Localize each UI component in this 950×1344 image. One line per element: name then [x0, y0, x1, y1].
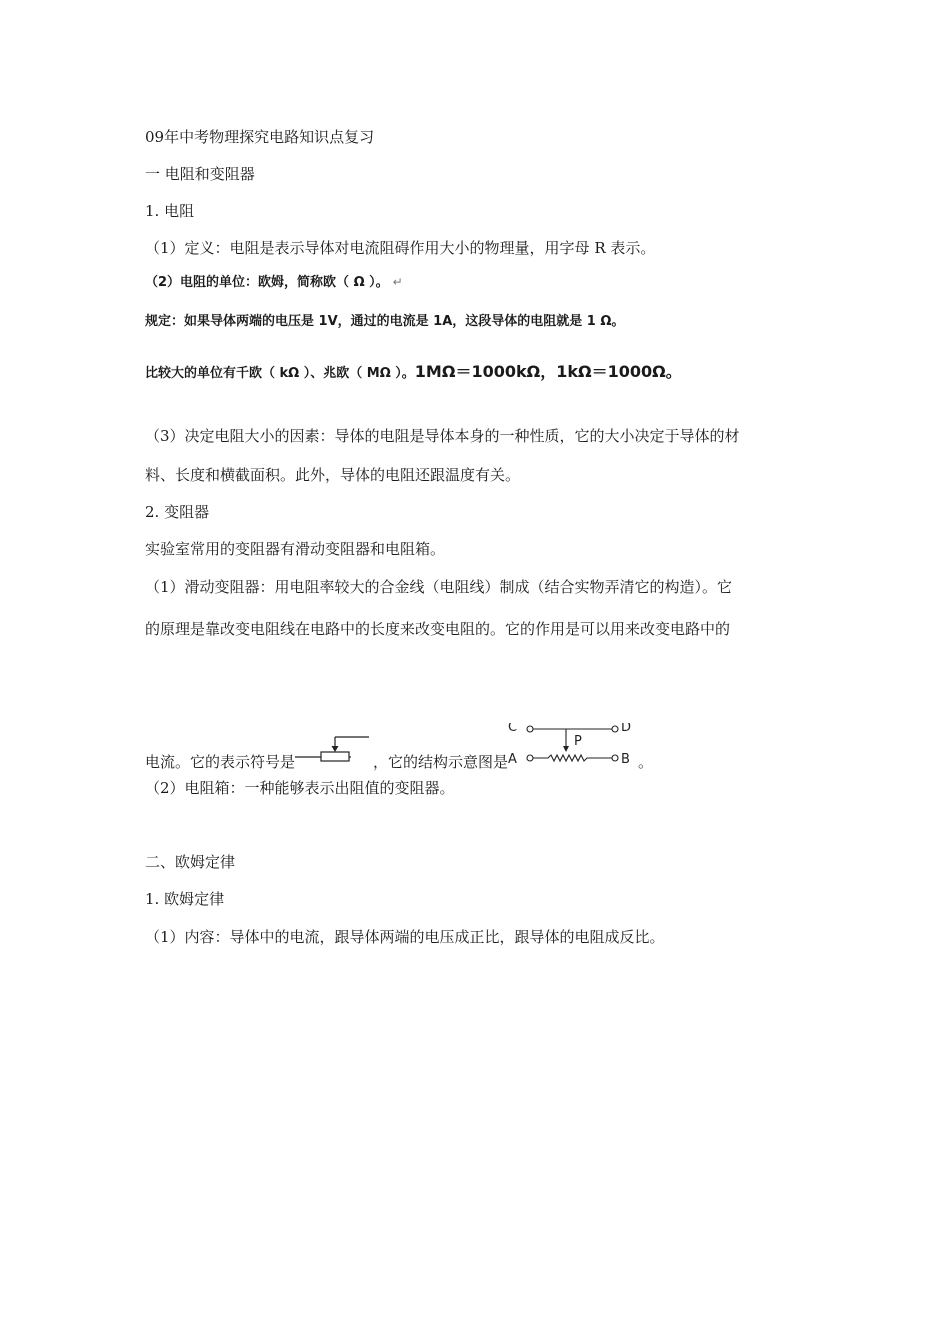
slide-line3-text-a: 电流。它的表示符号是 [145, 753, 296, 771]
paragraph-ohms-law-content: （1）内容：导体中的电流，跟导体两端的电压成正比，跟导体的电阻成反比。 [145, 928, 665, 946]
subheading-resistance: 1. 电阻 [145, 202, 195, 220]
paragraph-unit [145, 272, 403, 293]
terminal-b-label: B [621, 752, 630, 767]
doc-title: 09年中考物理探究电路知识点复习 [145, 128, 375, 146]
paragraph-slide-line1: （1）滑动变阻器：用电阻率较大的合金线（电阻线）制成（结合实物弄清它的构造）。它 [145, 578, 733, 596]
terminal-a-label: A [508, 752, 517, 767]
terminal-d-label: D [621, 723, 632, 735]
slide-line3-text-b: ，它的结构示意图是 [373, 753, 509, 771]
larger-units-text: 比较大的单位有千欧（ kΩ ）、兆欧（ MΩ ）。 [145, 366, 415, 381]
section-heading-ohms-law: 二、欧姆定律 [145, 853, 236, 871]
unit-conversion: 1MΩ＝1000kΩ，1kΩ＝1000Ω。 [414, 362, 682, 381]
paragraph-lab-rheostats: 实验室常用的变阻器有滑动变阻器和电阻箱。 [145, 540, 446, 558]
slide-line3-text-c: 。 [638, 753, 654, 771]
paragraph-resistance-box: （2）电阻箱：一种能够表示出阻值的变阻器。 [145, 779, 455, 797]
paragraph-slide-line2: 的原理是靠改变电阻线在电路中的长度来改变电阻的。它的作用是可以用来改变电路中的 [145, 620, 731, 638]
rheostat-structure-diagram [508, 723, 638, 772]
paragraph-definition: （1）定义：电阻是表示导体对电流阻碍作用大小的物理量，用字母 R 表示。 [145, 239, 656, 257]
return-mark-icon: ↵ [392, 275, 403, 289]
paragraph-rule: 规定：如果导体两端的电压是 1V，通过的电流是 1A，这段导体的电阻就是 1 Ω。 [145, 314, 625, 329]
paragraph-slide-line3 [145, 723, 653, 772]
subheading-rheostat: 2. 变阻器 [145, 503, 210, 521]
section-heading-resistance: 一 电阻和变阻器 [145, 165, 255, 183]
paragraph-larger-units [145, 362, 682, 384]
paragraph-factors-line2: 料、长度和横截面积。此外，导体的电阻还跟温度有关。 [145, 466, 521, 484]
unit-text: （2）电阻的单位：欧姆，简称欧（ Ω ）。 [145, 275, 389, 290]
paragraph-factors-line1: （3）决定电阻大小的因素：导体的电阻是导体本身的一种性质，它的大小决定于导体的材 [145, 427, 740, 445]
terminal-c-label: C [508, 723, 518, 735]
rheostat-symbol [295, 735, 373, 772]
subheading-ohms-law: 1. 欧姆定律 [145, 890, 225, 908]
slider-p-label: P [574, 734, 582, 749]
